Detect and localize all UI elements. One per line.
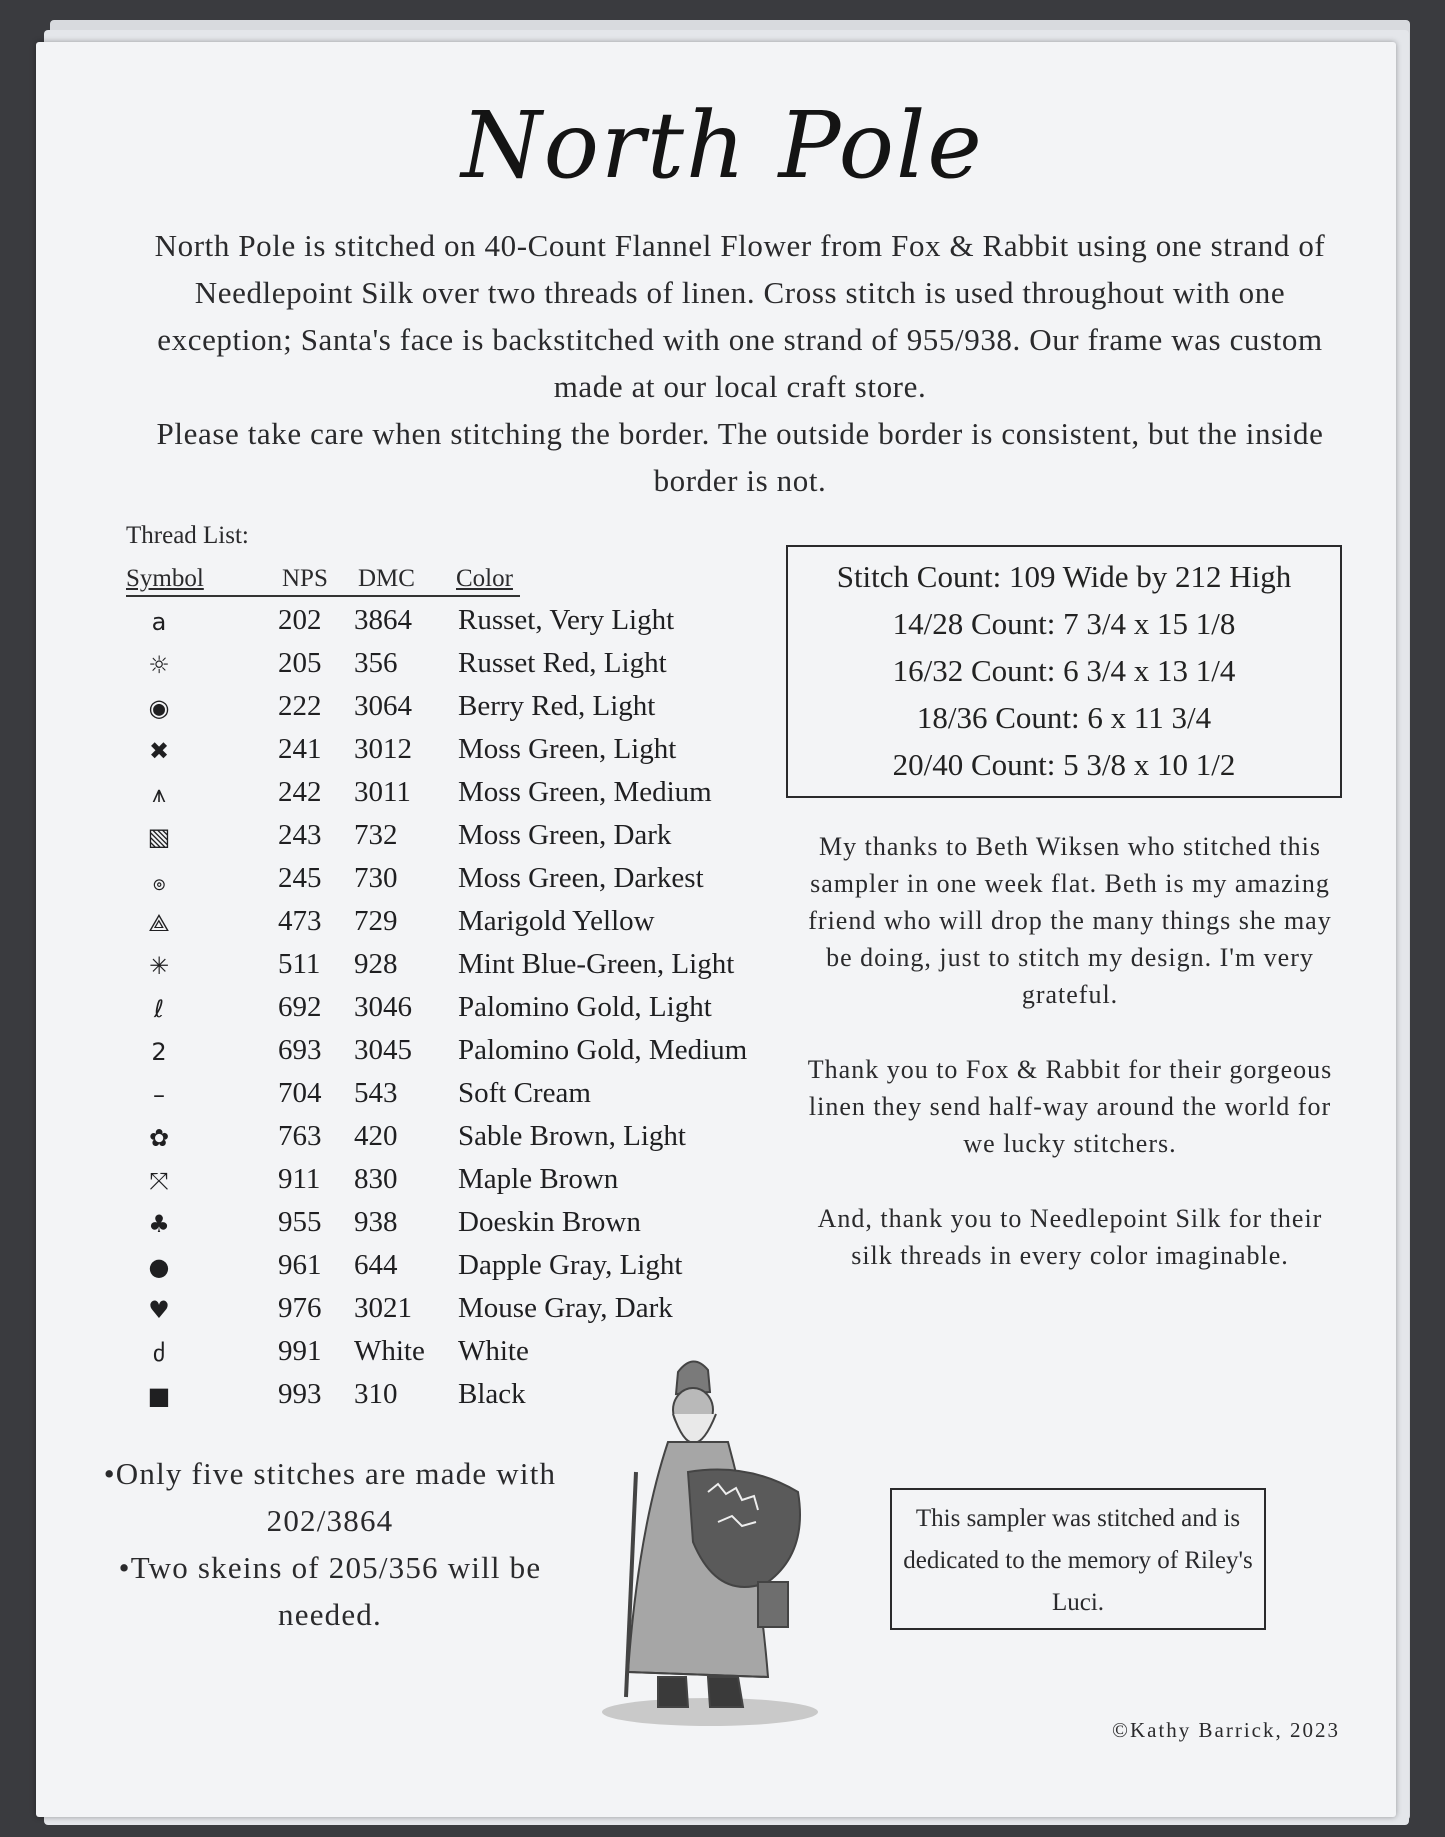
table-row (126, 858, 806, 901)
color-name-cell: Dapple Gray, Light (458, 1249, 683, 1281)
bold-x-icon: ✖ (148, 737, 170, 765)
nps-cell: 911 (278, 1163, 321, 1195)
acknowledgements (800, 828, 1340, 1312)
stitch-count-line: 16/32 Count: 6 3/4 x 13 1/4 (892, 653, 1236, 688)
nps-cell: 242 (278, 776, 322, 808)
thread-list-header (126, 565, 520, 597)
color-name-cell: Mint Blue-Green, Light (458, 948, 735, 980)
nps-cell: 241 (278, 733, 322, 765)
dedication-text: This sampler was stitched and is dedicated to the memory of Riley's Luci. (903, 1505, 1253, 1616)
nps-cell: 692 (278, 991, 322, 1023)
note-line: •Only five stitches are made with 202/3864 (103, 1456, 557, 1538)
nps-cell: 205 (278, 647, 322, 679)
table-row (126, 729, 806, 772)
table-row (126, 815, 806, 858)
color-name-cell: Palomino Gold, Light (458, 991, 712, 1023)
triangle-icon: ⟁ (148, 909, 170, 937)
nps-cell: 763 (278, 1120, 322, 1152)
asterisk-icon: ✳ (148, 952, 170, 980)
table-row (126, 1116, 806, 1159)
dmc-cell: 730 (354, 862, 398, 894)
nps-cell: 222 (278, 690, 322, 722)
tree-arrow-icon: ⩚ (152, 780, 166, 808)
dmc-cell: 3011 (354, 776, 411, 808)
table-row (126, 1288, 806, 1331)
color-name-cell: Mouse Gray, Dark (458, 1292, 673, 1324)
dmc-cell: 356 (354, 647, 398, 679)
column-header-color: Color (456, 565, 513, 592)
flower-icon: ✿ (148, 1124, 170, 1152)
table-row (126, 1073, 806, 1116)
dmc-cell: 3046 (354, 991, 412, 1023)
dmc-cell: 3012 (354, 733, 412, 765)
table-row (126, 944, 806, 987)
nps-cell: 693 (278, 1034, 322, 1066)
dmc-cell: 729 (354, 905, 398, 937)
sun-outline-icon: ☼ (148, 651, 170, 679)
table-row (126, 901, 806, 944)
nps-cell: 243 (278, 819, 322, 851)
color-name-cell: Russet Red, Light (458, 647, 667, 679)
dmc-cell: 830 (354, 1163, 398, 1195)
color-name-cell: White (458, 1335, 529, 1367)
color-name-cell: Russet, Very Light (458, 604, 675, 636)
nps-cell: 245 (278, 862, 322, 894)
hatched-square-icon: ▧ (147, 823, 171, 851)
nps-cell: 961 (278, 1249, 322, 1281)
nps-cell: 976 (278, 1292, 322, 1324)
thread-list-heading: Thread List: (126, 522, 249, 549)
dmc-cell: 938 (354, 1206, 398, 1238)
table-row (126, 987, 806, 1030)
nps-cell: 704 (278, 1077, 322, 1109)
stitch-count-line: 18/36 Count: 6 x 11 3/4 (916, 700, 1212, 735)
filled-circle-icon: ● (148, 1253, 170, 1281)
column-header-dmc: DMC (358, 565, 415, 592)
stitch-count-line: 20/40 Count: 5 3/8 x 10 1/2 (892, 747, 1236, 782)
color-name-cell: Sable Brown, Light (458, 1120, 686, 1152)
dmc-cell: 644 (354, 1249, 398, 1281)
dmc-cell: 928 (354, 948, 398, 980)
santa-illustration (598, 1352, 824, 1730)
table-row (126, 1159, 806, 1202)
column-header-symbol: Symbol (126, 565, 204, 592)
table-row (126, 1202, 806, 1245)
intro-paragraph: North Pole is stitched on 40-Count Flannel Flower from Fox & Rabbit using one strand of Needlepoint Silk over two threads of linen. Cross stitch is used throughout with one exception; Santa's face is backstitched with one strand of 955/938. Our frame was custom made at our local craft store. (154, 228, 1326, 404)
color-name-cell: Marigold Yellow (458, 905, 655, 937)
table-row (126, 1030, 806, 1073)
filled-square-icon: ■ (147, 1382, 171, 1410)
color-name-cell: Moss Green, Dark (458, 819, 672, 851)
intro-text (140, 222, 1340, 504)
stitching-notes (100, 1450, 560, 1638)
dmc-cell: 3864 (354, 604, 412, 636)
table-row (126, 686, 806, 729)
dmc-cell: 732 (354, 819, 398, 851)
table-row (126, 772, 806, 815)
nps-cell: 955 (278, 1206, 322, 1238)
nps-cell: 991 (278, 1335, 322, 1367)
table-row (126, 643, 806, 686)
letter-a-icon: a (151, 608, 167, 636)
color-name-cell: Maple Brown (458, 1163, 619, 1195)
dmc-cell: 3045 (354, 1034, 412, 1066)
dmc-cell: 310 (354, 1378, 398, 1410)
script-l-icon: ℓ (154, 995, 164, 1023)
page-title: North Pole (461, 92, 984, 199)
table-row (126, 600, 806, 643)
color-name-cell: Doeskin Brown (458, 1206, 641, 1238)
stitch-count-box (786, 545, 1342, 798)
copyright-notice: ©Kathy Barrick, 2023 (1112, 1718, 1340, 1742)
dash-icon: – (153, 1081, 165, 1109)
intro-paragraph: Please take care when stitching the border. The outside border is consistent, but the inside border is not. (156, 416, 1324, 498)
color-name-cell: Black (458, 1378, 526, 1410)
dmc-cell: 3021 (354, 1292, 412, 1324)
digit-two-icon: 2 (151, 1038, 167, 1066)
thread-list-table (126, 600, 806, 1417)
club-icon: ♣ (148, 1210, 170, 1238)
thanks-paragraph: And, thank you to Needlepoint Silk for their silk threads in every color imaginable. (817, 1204, 1323, 1270)
nps-cell: 511 (278, 948, 321, 980)
color-name-cell: Moss Green, Medium (458, 776, 712, 808)
nps-cell: 993 (278, 1378, 322, 1410)
spiral-icon: ၜ (152, 868, 166, 896)
thanks-paragraph: My thanks to Beth Wiksen who stitched this sampler in one week flat. Beth is my amazing friend who will drop the many things she may be doing, just to stitch my design. I'm very grateful. (808, 832, 1332, 1009)
ring-dot-icon: ◉ (148, 694, 170, 722)
curl-d-icon: ძ (152, 1339, 166, 1367)
heart-icon: ♥ (148, 1296, 170, 1324)
color-name-cell: Palomino Gold, Medium (458, 1034, 748, 1066)
thanks-paragraph: Thank you to Fox & Rabbit for their gorgeous linen they send half-way around the world for we lucky stitchers. (807, 1055, 1333, 1158)
stitch-count-line: Stitch Count: 109 Wide by 212 High (836, 559, 1292, 594)
dmc-cell: White (354, 1335, 425, 1367)
dedication-box (890, 1488, 1266, 1630)
dmc-cell: 543 (354, 1077, 398, 1109)
color-name-cell: Soft Cream (458, 1077, 591, 1109)
crossed-arrows-icon: ⤧ (149, 1167, 169, 1195)
color-name-cell: Berry Red, Light (458, 690, 656, 722)
stitch-count-line: 14/28 Count: 7 3/4 x 15 1/8 (892, 606, 1236, 641)
column-header-nps: NPS (282, 565, 328, 592)
color-name-cell: Moss Green, Light (458, 733, 677, 765)
dmc-cell: 420 (354, 1120, 398, 1152)
nps-cell: 473 (278, 905, 322, 937)
table-row (126, 1245, 806, 1288)
color-name-cell: Moss Green, Darkest (458, 862, 704, 894)
dmc-cell: 3064 (354, 690, 412, 722)
note-line: •Two skeins of 205/356 will be needed. (118, 1550, 542, 1632)
nps-cell: 202 (278, 604, 322, 636)
